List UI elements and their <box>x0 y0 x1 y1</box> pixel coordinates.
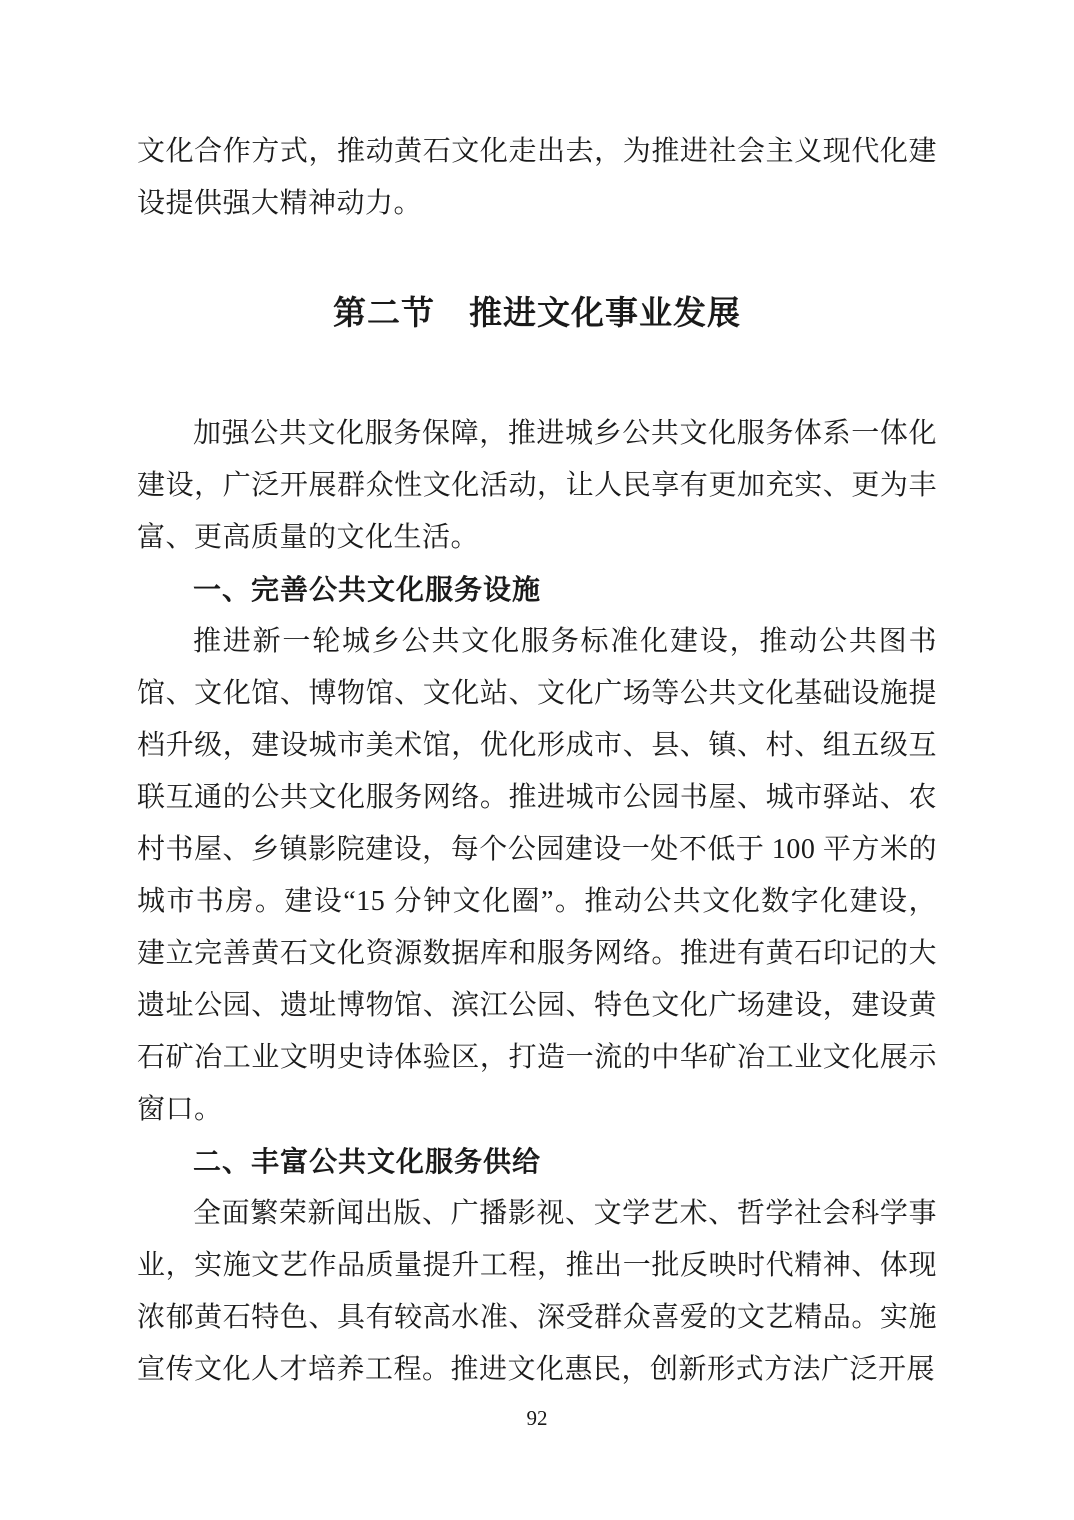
subsection-1-body: 推进新一轮城乡公共文化服务标准化建设，推动公共图书馆、文化馆、博物馆、文化站、文化广场等公共文化基础设施提档升级，建设城市美术馆，优化形成市、县、镇、村、组五级互联互通的公共文化服务网络。推进城市公园书屋、城市驿站、农村书屋、乡镇影院建设，每个公园建设一处不低于 100 平方米的城市书房。建设“15 分钟文化圈”。推动公共文化数字化建设，建立完善黄石文化资源数据库和服务网络。推进有黄石印记的大遗址公园、遗址博物馆、滨江公园、特色文化广场建设，建设黄石矿冶工业文明史诗体验区，打造一流的中华矿冶工业文化展示窗口。 <box>137 626 937 1125</box>
page-number: 92 <box>526 1406 548 1430</box>
section-heading: 第二节 推进文化事业发展 <box>333 296 741 332</box>
subsection-1-heading: 一、完善公共文化服务设施 <box>193 574 542 605</box>
section-intro-paragraph: 加强公共文化服务保障，推进城乡公共文化服务体系一体化建设，广泛开展群众性文化活动，让人民享有更加充实、更为丰富、更高质量的文化生活。 <box>137 418 937 553</box>
leading-paragraph: 文化合作方式，推动黄石文化走出去，为推进社会主义现代化建设提供强大精神动力。 <box>137 136 937 219</box>
subsection-2-body: 全面繁荣新闻出版、广播影视、文学艺术、哲学社会科学事业，实施文艺作品质量提升工程，推出一批反映时代精神、体现浓郁黄石特色、具有较高水准、深受群众喜爱的文艺精品。实施宣传文化人才培养工程。推进文化惠民，创新形式方法广泛开展 <box>137 1198 937 1385</box>
subsection-2-heading: 二、丰富公共文化服务供给 <box>193 1146 542 1177</box>
